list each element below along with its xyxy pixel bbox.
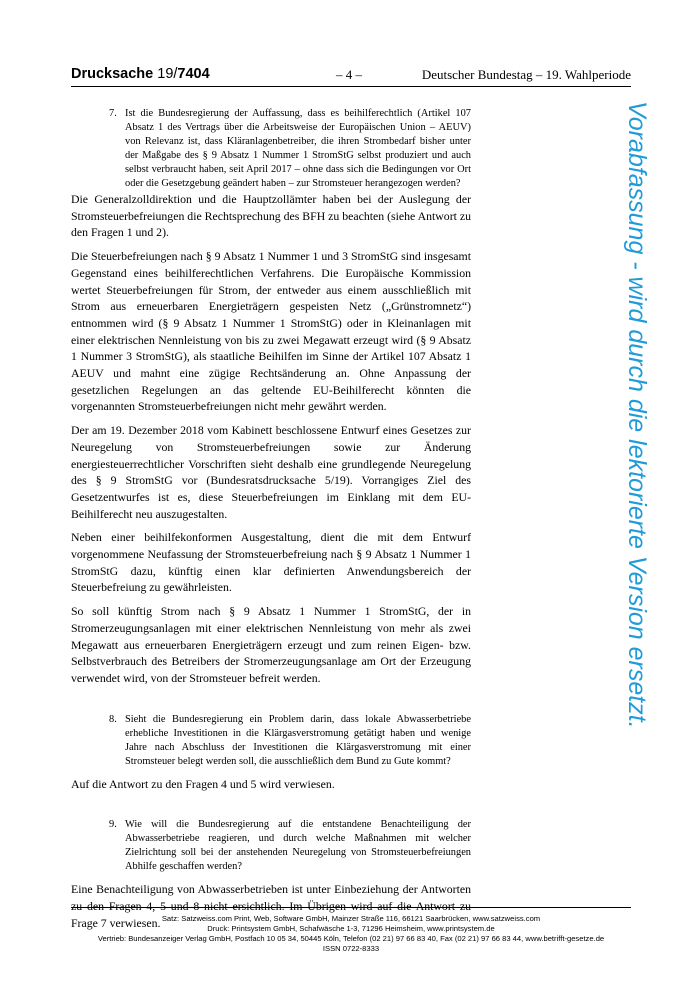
footer-rule: [71, 907, 631, 908]
question-9: [71, 818, 471, 874]
document-body: [71, 107, 471, 932]
question-text: Ist die Bundesregierung der Auffassung, dass es beihilferechtlich (Artikel 107 Absatz 1 des Vertrags über die Arbeitsweise der Europäischen Union – AEUV) von Relevanz ist, dass Kläranlagenbetreiber, die ihren Strombedarf bisher unter der Maßgabe des § 9 Absatz 1 Nummer 1 StromStG selbst produziert und auch selbst verbraucht haben, seit April 2017 – ohne dass sich die Bedingungen vor Ort oder die Gesetzgebung geändert haben – zur Stromsteuer herangezogen werden?: [125, 108, 471, 189]
doc-period: 19/: [157, 66, 178, 82]
footer-line: Vertrieb: Bundesanzeiger Verlag GmbH, Postfach 10 05 34, 50445 Köln, Telefon (02 21) 97 66 83 40, Fax (02 21) 97 66 83 44, www.betrifft-gesetze.de: [97, 934, 605, 943]
answer-paragraph: Eine Benachteiligung von Abwasserbetrieben ist unter Einbeziehung der Antworten Frage 7 verwiesen.: [71, 882, 471, 930]
doc-label: Drucksache: [71, 66, 154, 82]
page-header: [71, 66, 631, 84]
question-text: Sieht die Bundesregierung ein Problem darin, dass lokale Abwasserbetriebe erhebliche Investitionen in die Klärgasverstromung getätigt haben und wenige Jahre nach Abschluss der Investitionen die Klärgasverstromung mit einer Stromsteuer belegt werden soll, die ausschließlich dem Bund zu Gute kommt?: [125, 713, 471, 767]
page-number: – 4 –: [336, 67, 362, 82]
institution-label: Deutscher Bundestag – 19. Wahlperiode: [421, 67, 631, 82]
question-text: Wie will die Bundesregierung auf die entstandene Benachteiligung der Abwasserbetriebe reagieren, und durch welche Maßnahmen mit welcher Zielrichtung soll bei der anstehenden Neuregelung von Stromsteuerbefreiungen Abhilfe geschaffen werden?: [125, 819, 471, 873]
draft-watermark: Vorabfassung - wird durch die lektorierte Version ersetzt.: [623, 101, 651, 729]
page-footer: [71, 914, 631, 954]
footer-line: Satz: Satzweiss.com Print, Web, Software GmbH, Mainzer Straße 116, 66121 Saarbrücken, www.satzweiss.com: [161, 914, 541, 923]
doc-number: 7404: [177, 66, 210, 82]
document-number: [71, 66, 210, 82]
question-number: 9.: [109, 819, 117, 831]
answer-paragraph: Neben einer beihilfekonformen Ausgestaltung, dient die mit dem Entwurf vorgenommene Neufassung der Stromsteuerbefreiung nach § 9 Absatz 1 Nummer 1 StromStG dazu, künftig einen klar definierten Anwendungsbereich der Steuerbefreiung zu gewährleisten.: [71, 530, 471, 595]
answer-paragraph: Auf die Antwort zu den Fragen 4 und 5 wird verwiesen.: [71, 776, 335, 791]
answer-paragraph: So soll künftig Strom nach § 9 Absatz 1 Nummer 1 StromStG, der in Stromerzeugungsanlagen mit einer elektrischen Nennleistung von mehr als zwei Megawatt aus erneuerbaren Energieträgern erzeugt und zum reinen Eigen- bzw. Selbstverbrauch des Betreibers der Stromerzeugungsanlage am Ort der Erzeugung verwendet wird, von der Stromsteuer befreit werden.: [71, 604, 471, 685]
footer-line: Druck: Printsystem GmbH, Schafwäsche 1-3, 71296 Heimsheim, www.printsystem.de: [207, 924, 495, 933]
answer-paragraph: Die Generalzolldirektion und die Hauptzollämter haben bei der Auslegung der Stromsteuerbefreiungen die Rechtsprechung des BFH zu beachten (siehe Antwort zu den Fragen 1 und 2).: [71, 192, 471, 240]
answer-paragraph: Der am 19. Dezember 2018 vom Kabinett beschlossene Entwurf eines Gesetzes zur Neuregelung von Stromsteuerbefreiungen sowie zur Änderung energiesteuerrechtlicher Vorschriften sieht deshalb eine grundlegende Neuregelung des § 9 StromStG vor (Bundesratsdrucksache 5/19). Vorrangiges Ziel des Gesetzentwurfes ist es, diese Steuerbefreiungen im Einklang mit dem EU-Beihilferecht neu auszugestalten.: [71, 423, 471, 521]
question-number: 8.: [109, 713, 117, 725]
question-8: [71, 713, 471, 769]
answer-paragraph: Die Steuerbefreiungen nach § 9 Absatz 1 Nummer 1 und 3 StromStG sind insgesamt Gegenstand eines beihilferechtlichen Verfahrens. Die Europäische Kommission wertet Steuerbefreiungen für Strom, der entweder aus einem ausschließlich mit Strom aus erneuerbaren Energieträgern gespeisten Netz („Grünstromnetz“) entnommen wird (§ 9 Absatz 1 Nummer 1 StromStG) oder in Kleinanlagen mit einer elektrischen Nennleistung von bis zu zwei Megawatt erzeugt wird (§ 9 Absatz 1 Nummer 3 StromStG), als staatliche Beihilfen im Sinne der Artikel 107 Absatz 1 AEUV und mahnt eine zügige Rechtsänderung an. Ohne Anpassung der gesetzlichen Regelungen an das geltende EU-Beihilferecht könnten die vorgenannten Stromsteuerbefreiungen nicht mehr gewährt werden.: [71, 249, 471, 414]
footer-line: ISSN 0722-8333: [322, 944, 380, 953]
question-7: [71, 107, 471, 191]
question-number: 7.: [109, 108, 117, 119]
header-rule: [71, 86, 631, 87]
